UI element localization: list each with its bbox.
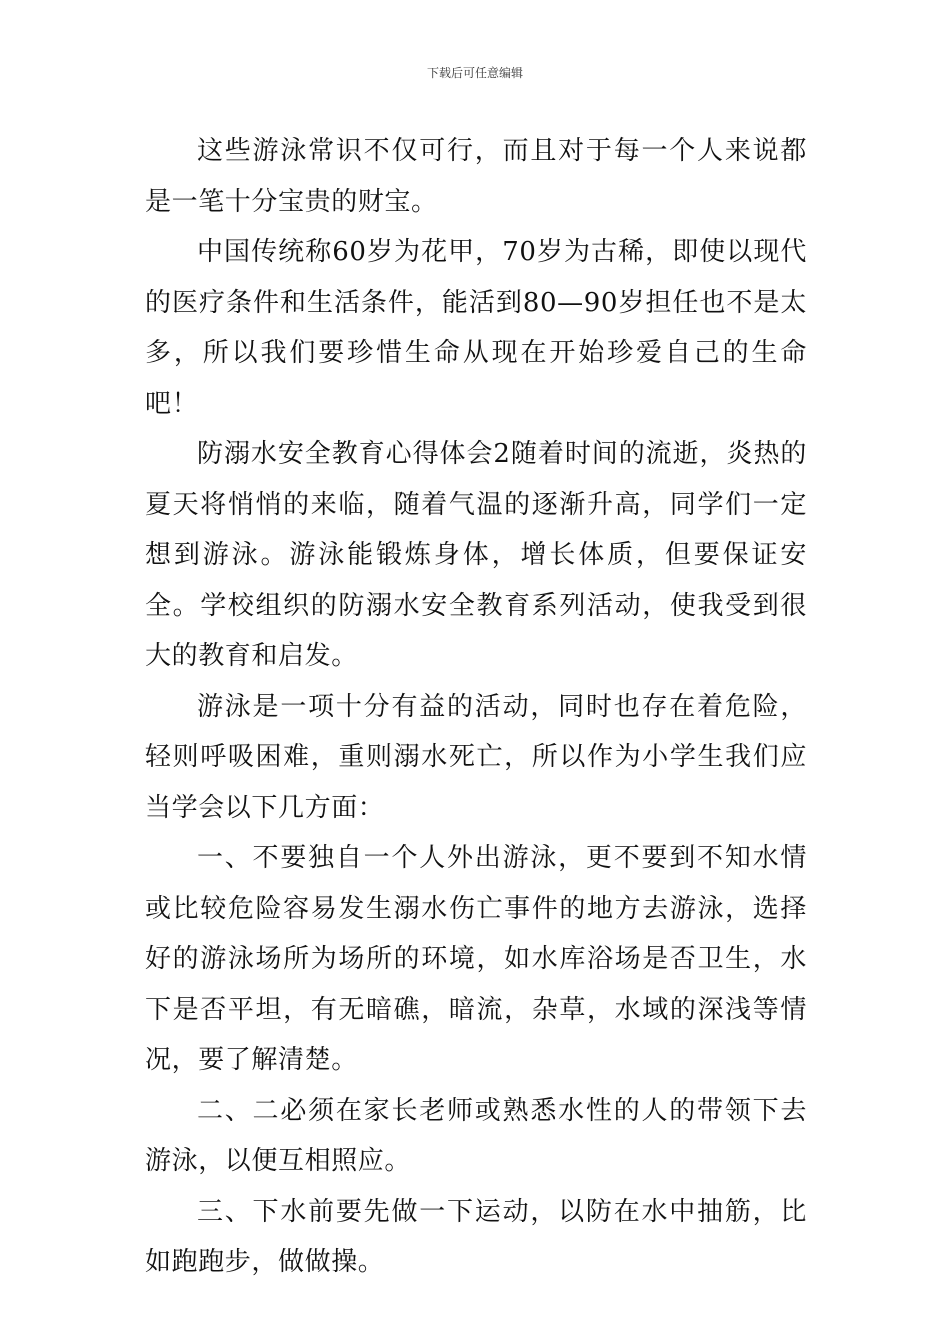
document-body <box>145 126 807 1288</box>
page-header: 下载后可任意编辑 <box>426 66 523 80</box>
paragraph-6: 二、二必须在家长老师或熟悉水性的人的带领下去游泳，以便互相照应。 <box>145 1095 807 1176</box>
paragraph-2: 中国传统称60岁为花甲，70岁为古稀，即使以现代的医疗条件和生活条件，能活到80—90岁担任也不是太多，所以我们要珍惜生命从现在开始珍爱自己的生命吧！ <box>145 237 807 419</box>
paragraph-5: 一、不要独自一个人外出游泳，更不要到不知水情或比较危险容易发生溺水伤亡事件的地方去游泳，选择好的游泳场所为场所的环境，如水库浴场是否卫生，水下是否平坦，有无暗礁，暗流，杂草，水域的深浅等情况，要了解清楚。 <box>145 843 807 1075</box>
paragraph-3: 防溺水安全教育心得体会2随着时间的流逝，炎热的夏天将悄悄的来临，随着气温的逐渐升高，同学们一定想到游泳。游泳能锻炼身体，增长体质，但要保证安全。学校组织的防溺水安全教育系列活动，使我受到很大的教育和启发。 <box>145 439 807 671</box>
paragraph-7: 三、下水前要先做一下运动，以防在水中抽筋，比如跑跑步，做做操。 <box>145 1196 807 1277</box>
paragraph-1: 这些游泳常识不仅可行，而且对于每一个人来说都是一笔十分宝贵的财宝。 <box>145 136 807 217</box>
paragraph-4: 游泳是一项十分有益的活动，同时也存在着危险，轻则呼吸困难，重则溺水死亡，所以作为小学生我们应当学会以下几方面： <box>145 691 807 823</box>
